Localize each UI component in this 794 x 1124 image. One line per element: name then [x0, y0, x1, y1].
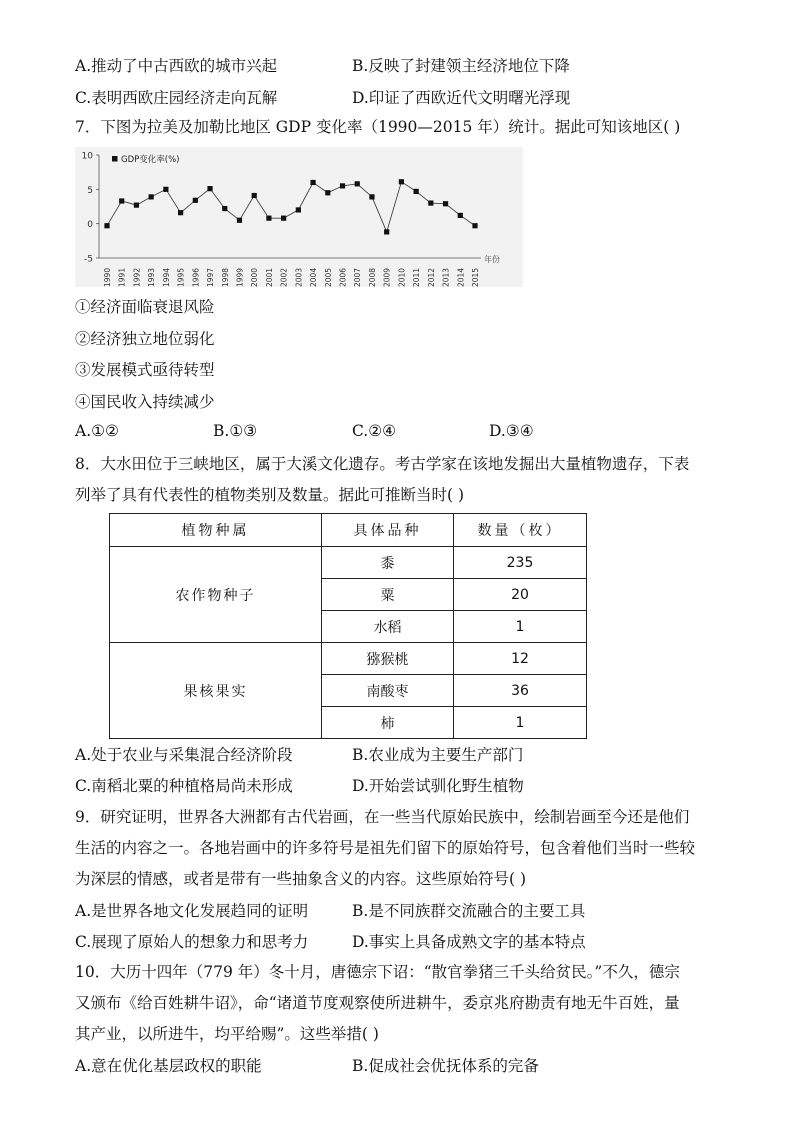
q7-statement-4: ④国民收入持续减少: [75, 393, 215, 411]
x-tick-label: 2000: [250, 267, 260, 287]
data-point: [134, 203, 139, 208]
x-tick-label: 1994: [161, 267, 171, 287]
count-cell: 235: [454, 547, 587, 579]
q9-stem-line3: 为深层的情感，或者是带有一些抽象含义的内容。这些原始符号( ): [75, 870, 527, 888]
q7-option-c[interactable]: C.②④: [352, 422, 397, 440]
count-cell: 20: [454, 579, 587, 611]
data-point: [207, 186, 212, 191]
count-cell: 1: [454, 611, 587, 643]
x-tick-label: 2010: [397, 267, 407, 287]
data-point: [281, 216, 286, 221]
q7-statement-3: ③发展模式亟待转型: [75, 361, 215, 379]
data-point: [355, 181, 360, 186]
q8-option-c[interactable]: C.南稻北粟的种植格局尚未形成: [75, 777, 293, 795]
x-tick-label: 2011: [412, 267, 422, 287]
data-point: [414, 189, 419, 194]
count-cell: 12: [454, 643, 587, 675]
q6-option-a[interactable]: A.推动了中古西欧的城市兴起: [75, 57, 278, 75]
y-tick-label: 5: [87, 185, 93, 196]
q10-stem-line2: 又颁布《给百姓耕牛诏》，命“诸道节度观察使所进耕牛，委京兆府勘责有地无牛百姓，量: [75, 994, 680, 1012]
legend-marker: [112, 156, 118, 162]
data-point: [340, 183, 345, 188]
data-point: [325, 190, 330, 195]
data-point: [428, 200, 433, 205]
group-name: 农作物种子: [110, 547, 322, 643]
x-tick-label: 2001: [264, 267, 274, 287]
group-name: 果核果实: [110, 643, 322, 739]
q6-option-b[interactable]: B.反映了封建领主经济地位下降: [352, 57, 570, 75]
data-point: [384, 229, 389, 234]
q9-stem-line2: 生活的内容之一。各地岩画中的许多符号是祖先们留下的原始符号，包含着他们当时一些较: [75, 839, 696, 857]
q7-option-a[interactable]: A.①②: [75, 422, 119, 440]
data-point: [443, 201, 448, 206]
q9-stem-line1: 9．研究证明，世界各大洲都有古代岩画，在一些当代原始民族中，绘制岩画至今还是他们: [75, 808, 690, 826]
table-header-row: [110, 514, 587, 547]
data-point: [266, 216, 271, 221]
x-tick-label: 2008: [367, 267, 377, 287]
plant-remains-table: [109, 513, 587, 739]
gdp-chart-svg: [75, 147, 523, 287]
q8-stem-line2: 列举了具有代表性的植物类别及数量。据此可推断当时( ): [75, 486, 465, 504]
x-tick-label: 2005: [323, 267, 333, 287]
variety-cell: 水稻: [322, 611, 454, 643]
q8-option-d[interactable]: D.开始尝试驯化野生植物: [352, 777, 524, 795]
x-tick-label: 1999: [235, 267, 245, 287]
header-count: 数量（枚）: [454, 514, 587, 547]
x-tick-label: 2006: [338, 267, 348, 287]
q8-option-a[interactable]: A.处于农业与采集混合经济阶段: [75, 746, 293, 764]
q7-option-d[interactable]: D.③④: [489, 422, 534, 440]
data-point: [296, 207, 301, 212]
data-point: [237, 218, 242, 223]
variety-cell: 黍: [322, 547, 454, 579]
q9-option-b[interactable]: B.是不同族群交流融合的主要工具: [352, 902, 586, 920]
data-point: [369, 194, 374, 199]
q10-option-b[interactable]: B.促成社会优抚体系的完备: [352, 1057, 539, 1075]
q9-option-d[interactable]: D.事实上具备成熟文字的基本特点: [352, 933, 586, 951]
variety-cell: 柿: [322, 707, 454, 739]
header-plant-category: 植物种属: [110, 514, 322, 547]
variety-cell: 南酸枣: [322, 675, 454, 707]
x-tick-label: 1990: [103, 267, 112, 287]
q8-option-b[interactable]: B.农业成为主要生产部门: [352, 746, 524, 764]
data-point: [163, 187, 168, 192]
q10-stem-line3: 其产业，以所进牛，均平给赐”。这些举措( ): [75, 1025, 379, 1043]
gdp-chart: [75, 147, 523, 287]
table-row: [110, 643, 587, 675]
data-point: [472, 223, 477, 228]
header-variety: 具体品种: [322, 514, 454, 547]
x-tick-label: 1996: [191, 267, 201, 287]
x-tick-label: 2009: [382, 267, 392, 287]
variety-cell: 粟: [322, 579, 454, 611]
x-tick-label: 1995: [176, 267, 186, 287]
q7-statement-2: ②经济独立地位弱化: [75, 330, 215, 348]
x-tick-label: 2003: [294, 267, 304, 287]
variety-cell: 猕猴桃: [322, 643, 454, 675]
x-tick-label: 1998: [220, 267, 230, 287]
data-point: [104, 223, 109, 228]
q7-stem: 7．下图为拉美及加勒比地区 GDP 变化率（1990—2015 年）统计。据此可知该地区( ): [75, 118, 681, 136]
data-point: [252, 193, 257, 198]
table-row: [110, 547, 587, 579]
data-point: [399, 179, 404, 184]
x-axis-title: 年份: [484, 255, 500, 264]
data-point: [222, 206, 227, 211]
q10-option-a[interactable]: A.意在优化基层政权的职能: [75, 1057, 262, 1075]
x-tick-label: 2007: [353, 267, 363, 287]
q6-option-c[interactable]: C.表明西欧庄园经济走向瓦解: [75, 89, 278, 107]
data-point: [119, 198, 124, 203]
q7-statement-1: ①经济面临衰退风险: [75, 298, 215, 316]
x-tick-label: 1991: [117, 267, 127, 287]
data-point: [310, 180, 315, 185]
y-tick-label: -5: [84, 254, 93, 265]
x-tick-label: 2004: [309, 267, 319, 287]
x-tick-label: 2002: [279, 267, 289, 287]
x-tick-label: 1992: [132, 267, 142, 287]
count-cell: 36: [454, 675, 587, 707]
q10-stem-line1: 10．大历十四年（779 年）冬十月，唐德宗下诏：“散官拳猪三千头给贫民。”不久，德宗: [75, 963, 680, 981]
q9-option-a[interactable]: A.是世界各地文化发展趋同的证明: [75, 902, 309, 920]
legend-label: GDP变化率(%): [121, 155, 180, 165]
q9-option-c[interactable]: C.展现了原始人的想象力和思考力: [75, 933, 309, 951]
x-tick-label: 2014: [456, 267, 466, 287]
count-cell: 1: [454, 707, 587, 739]
gdp-series-line: [107, 182, 475, 232]
data-point: [458, 213, 463, 218]
q8-stem-line1: 8．大水田位于三峡地区，属于大溪文化遗存。考古学家在该地发掘出大量植物遗存，下表: [75, 455, 690, 473]
x-tick-label: 1997: [206, 267, 216, 287]
x-tick-label: 2015: [471, 267, 480, 287]
x-tick-label: 1993: [147, 267, 157, 287]
x-tick-label: 2012: [426, 267, 436, 287]
q6-option-d[interactable]: D.印证了西欧近代文明曙光浮现: [352, 89, 571, 107]
data-point: [193, 198, 198, 203]
x-tick-label: 2013: [441, 267, 451, 287]
data-point: [178, 210, 183, 215]
y-tick-label: 10: [81, 151, 93, 162]
data-point: [149, 194, 154, 199]
y-tick-label: 0: [87, 220, 93, 231]
q7-option-b[interactable]: B.①③: [213, 422, 258, 440]
